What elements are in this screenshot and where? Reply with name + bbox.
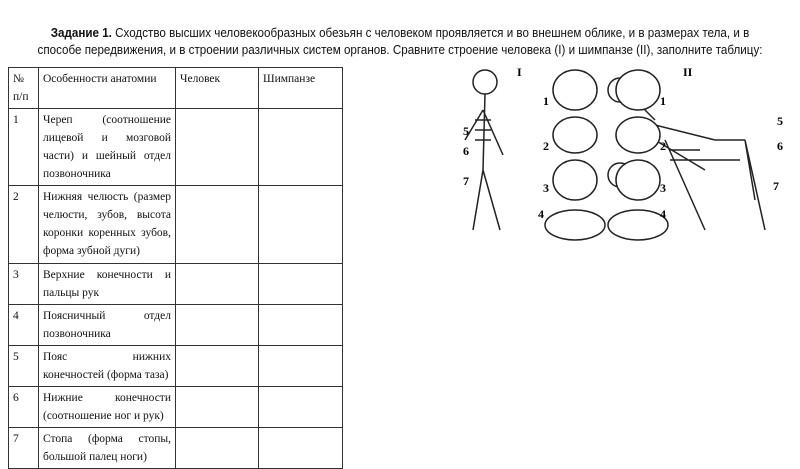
cell-human[interactable] bbox=[176, 264, 259, 305]
cell-chimp[interactable] bbox=[259, 109, 343, 186]
label-2-human: 2 bbox=[543, 139, 549, 153]
row-number: 1 bbox=[9, 109, 39, 186]
header-number: № п/п bbox=[9, 68, 39, 109]
row-feature: Стопа (форма стопы, большой палец ноги) bbox=[39, 428, 176, 469]
human-chimp-skeleton-figure bbox=[455, 60, 790, 245]
task-body: Сходство высших человекообразных обезьян с человеком проявляется и во внешнем облике, и в размерах тела, и в способе передвижения, и в строении различных систем органов. Сравните строение человека (I) и шимпанзе (II), заполните таблицу: bbox=[37, 26, 763, 57]
table-row bbox=[9, 346, 343, 387]
label-7-human: 7 bbox=[463, 174, 469, 188]
row-feature: Пояс нижних конечностей (форма таза) bbox=[39, 346, 176, 387]
table-row bbox=[9, 305, 343, 346]
label-1-chimp: 1 bbox=[660, 94, 666, 108]
cell-human[interactable] bbox=[176, 109, 259, 186]
cell-human[interactable] bbox=[176, 305, 259, 346]
label-5-chimp: 5 bbox=[777, 114, 783, 128]
cell-chimp[interactable] bbox=[259, 387, 343, 428]
row-number: 4 bbox=[9, 305, 39, 346]
comparison-table bbox=[8, 67, 343, 469]
table-row bbox=[9, 428, 343, 469]
task-text bbox=[37, 25, 762, 59]
label-2-chimp: 2 bbox=[660, 139, 666, 153]
label-3-human: 3 bbox=[543, 181, 549, 195]
table-header bbox=[9, 68, 343, 109]
row-feature: Верхние конечности и пальцы рук bbox=[39, 264, 176, 305]
row-number: 6 bbox=[9, 387, 39, 428]
label-human: I bbox=[517, 65, 522, 79]
header-feature: Особенности анатомии bbox=[39, 68, 176, 109]
label-chimp: II bbox=[683, 65, 693, 79]
table-row bbox=[9, 109, 343, 186]
row-number: 7 bbox=[9, 428, 39, 469]
cell-chimp[interactable] bbox=[259, 428, 343, 469]
cell-chimp[interactable] bbox=[259, 264, 343, 305]
table-row bbox=[9, 186, 343, 264]
label-4-chimp: 4 bbox=[660, 207, 666, 221]
cell-chimp[interactable] bbox=[259, 305, 343, 346]
row-number: 2 bbox=[9, 186, 39, 264]
cell-human[interactable] bbox=[176, 387, 259, 428]
header-human: Человек bbox=[176, 68, 259, 109]
label-1-human: 1 bbox=[543, 94, 549, 108]
label-6-chimp: 6 bbox=[777, 139, 783, 153]
label-5-human: 5 bbox=[463, 124, 469, 138]
task-label: Задание 1. bbox=[50, 26, 112, 40]
row-number: 3 bbox=[9, 264, 39, 305]
label-7-chimp: 7 bbox=[773, 179, 779, 193]
label-6-human: 6 bbox=[463, 144, 469, 158]
cell-human[interactable] bbox=[176, 346, 259, 387]
table-row bbox=[9, 264, 343, 305]
row-feature: Поясничный отдел позвоночника bbox=[39, 305, 176, 346]
row-feature: Череп (соотношение лицевой и мозговой части) и шейный отдел позвоночника bbox=[39, 109, 176, 186]
cell-chimp[interactable] bbox=[259, 186, 343, 264]
row-feature: Нижние конечности (соотношение ног и рук) bbox=[39, 387, 176, 428]
table-row bbox=[9, 387, 343, 428]
label-4-human: 4 bbox=[538, 207, 544, 221]
row-feature: Нижняя челюсть (размер челюсти, зубов, высота коронки коренных зубов, форма зубной дуги) bbox=[39, 186, 176, 264]
label-3-chimp: 3 bbox=[660, 181, 666, 195]
cell-human[interactable] bbox=[176, 428, 259, 469]
row-number: 5 bbox=[9, 346, 39, 387]
cell-chimp[interactable] bbox=[259, 346, 343, 387]
cell-human[interactable] bbox=[176, 186, 259, 264]
header-chimp: Шимпанзе bbox=[259, 68, 343, 109]
